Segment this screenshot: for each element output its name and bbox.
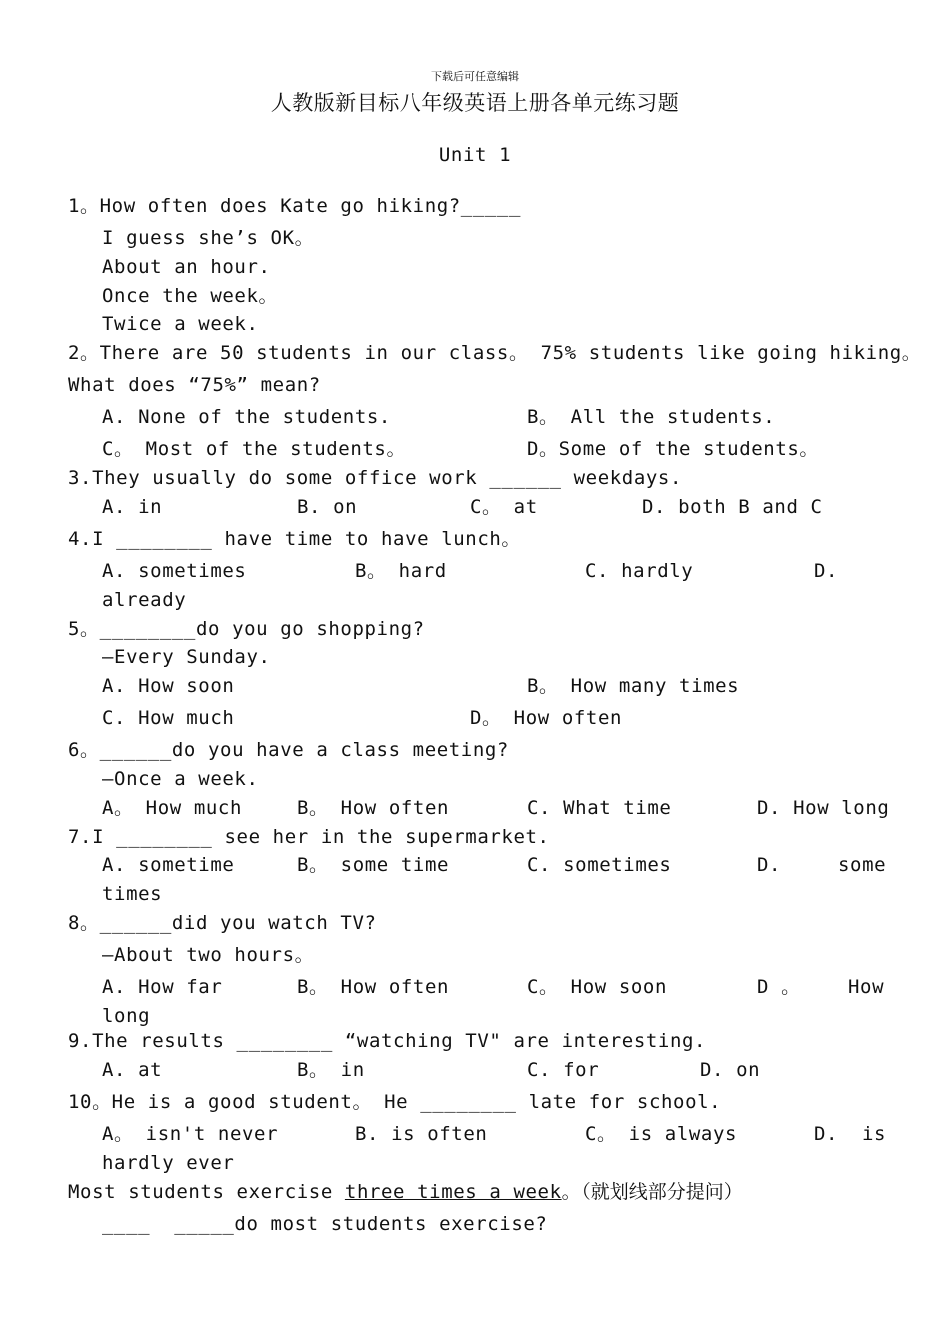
q10-option-d-text: is [862, 1123, 887, 1145]
q4-option-d-text: already [102, 589, 187, 611]
q5-option-c: C. How much [102, 707, 235, 729]
question-2-line-2: What does “75%” mean? [68, 374, 321, 396]
q7-option-d-text: some [838, 854, 887, 876]
q4-option-c: C. hardly [585, 560, 694, 582]
q8-answer: —About two hours。 [102, 944, 315, 966]
q5-answer: —Every Sunday. [102, 646, 271, 668]
q10-option-d: D. [814, 1123, 839, 1145]
question-2: 2。There are 50 students in our class。 75% students like going hiking。 [68, 342, 922, 364]
q6-option-a: A。 How much [102, 797, 242, 819]
download-note: 下载后可任意编辑 [431, 70, 519, 83]
q9-option-b: B。 in [297, 1059, 365, 1081]
q7-option-c: C. sometimes [527, 854, 672, 876]
rewrite-suffix: 。 [561, 1181, 582, 1203]
q1-option-4: Twice a week. [102, 313, 259, 335]
question-10: 10。He is a good student。 He ________ late for school. [68, 1091, 722, 1113]
q8-option-d-text-2: long [102, 1005, 151, 1027]
question-6: 6。______do you have a class meeting? [68, 739, 509, 761]
q3-option-c: C。 at [470, 496, 538, 518]
question-1: 1。How often does Kate go hiking?_____ [68, 195, 522, 217]
unit-heading: Unit 1 [438, 144, 512, 166]
rewrite-underlined: three times a week [344, 1181, 562, 1203]
question-9: 9.The results ________ “watching TV" are interesting. [68, 1030, 707, 1052]
q6-option-b: B。 How often [297, 797, 450, 819]
q2-option-c: C。 Most of the students。 [102, 438, 407, 460]
q7-option-d: D. [757, 854, 782, 876]
q4-option-b: B。 hard [355, 560, 447, 582]
q5-option-d: D。 How often [470, 707, 623, 729]
q2-option-b: B。 All the students. [527, 406, 776, 428]
document-title: 人教版新目标八年级英语上册各单元练习题 [270, 91, 680, 115]
q7-option-b: B。 some time [297, 854, 450, 876]
q9-option-d: D. on [700, 1059, 761, 1081]
q1-option-2: About an hour. [102, 256, 271, 278]
rewrite-instruction: （就划线部分提问） [581, 1181, 743, 1203]
q1-option-3: Once the week。 [102, 285, 279, 307]
q2-option-a: A. None of the students. [102, 406, 391, 428]
q8-option-d-text: How [848, 976, 885, 998]
q10-option-a: A。 isn't never [102, 1123, 279, 1145]
q8-option-b: B。 How often [297, 976, 450, 998]
q8-option-d: D 。 [757, 976, 801, 998]
q3-option-b: B. on [297, 496, 358, 518]
q8-option-c: C。 How soon [527, 976, 667, 998]
q2-option-d: D。Some of the students。 [527, 438, 820, 460]
q3-option-d: D. both B and C [642, 496, 823, 518]
q3-option-a: A. in [102, 496, 163, 518]
rewrite-answer-line: ____ _____do most students exercise? [102, 1213, 548, 1235]
question-8: 8。______did you watch TV? [68, 912, 377, 934]
q9-option-a: A. at [102, 1059, 163, 1081]
question-7: 7.I ________ see her in the supermarket. [68, 826, 550, 848]
q4-option-a: A. sometimes [102, 560, 247, 582]
q5-option-a: A. How soon [102, 675, 235, 697]
q5-option-b: B。 How many times [527, 675, 740, 697]
q6-answer: —Once a week. [102, 768, 259, 790]
q8-option-a: A. How far [102, 976, 223, 998]
q10-option-c: C。 is always [585, 1123, 738, 1145]
q7-option-d-text-2: times [102, 883, 163, 905]
question-4: 4.I ________ have time to have lunch。 [68, 528, 522, 550]
q10-option-b: B. is often [355, 1123, 488, 1145]
question-5: 5。________do you go shopping? [68, 618, 425, 640]
question-3: 3.They usually do some office work ______ weekdays. [68, 467, 682, 489]
q7-option-a: A. sometime [102, 854, 235, 876]
q9-option-c: C. for [527, 1059, 600, 1081]
q1-option-1: I guess she’s OK。 [102, 227, 315, 249]
q6-option-c: C. What time [527, 797, 672, 819]
rewrite-sentence [68, 1183, 743, 1202]
q10-option-d-text-2: hardly ever [102, 1152, 235, 1174]
rewrite-prefix: Most students exercise [68, 1181, 345, 1203]
q4-option-d: D. [814, 560, 839, 582]
q6-option-d: D. How long [757, 797, 890, 819]
